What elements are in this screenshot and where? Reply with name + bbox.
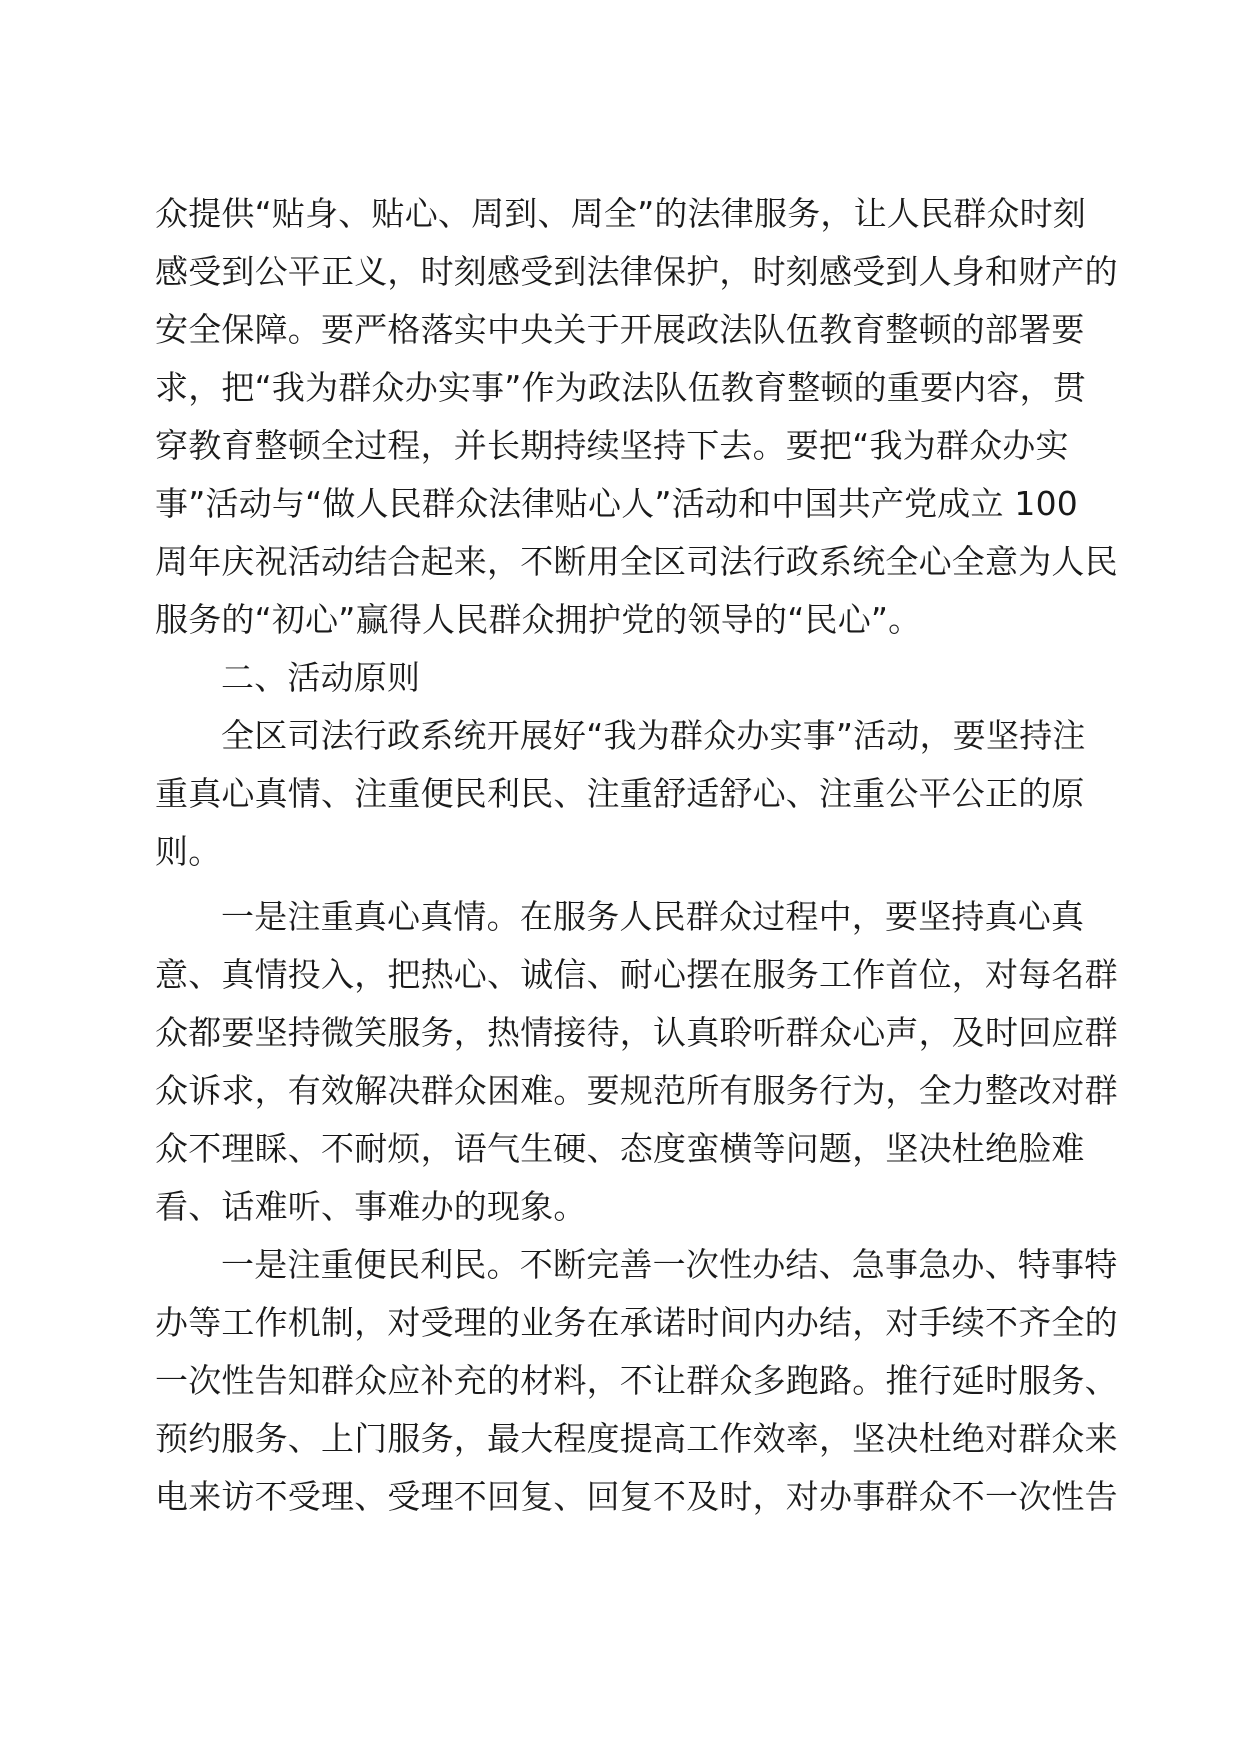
text-line: 周年庆祝活动结合起来，不断用全区司法行政系统全心全意为人民 — [155, 542, 1118, 581]
text-line: 一次性告知群众应补充的材料，不让群众多跑路。推行延时服务、 — [155, 1361, 1118, 1400]
text-line: 感受到公平正义，时刻感受到法律保护，时刻感受到人身和财产的 — [155, 252, 1118, 291]
text-line: 一是注重真心真情。在服务人民群众过程中，要坚持真心真 — [221, 897, 1085, 936]
text-line: 众都要坚持微笑服务，热情接待，认真聆听群众心声，及时回应群 — [155, 1013, 1118, 1052]
text-line: 求，把“我为群众办实事”作为政法队伍教育整顿的重要内容，贯 — [155, 368, 1086, 407]
text-line: 预约服务、上门服务，最大程度提高工作效率，坚决杜绝对群众来 — [155, 1419, 1118, 1458]
text-line: 事”活动与“做人民群众法律贴心人”活动和中国共产党成立 100 — [155, 484, 1078, 523]
text-line: 意、真情投入，把热心、诚信、耐心摆在服务工作首位，对每名群 — [155, 955, 1118, 994]
text-line: 穿教育整顿全过程，并长期持续坚持下去。要把“我为群众办实 — [155, 426, 1069, 465]
text-line: 全区司法行政系统开展好“我为群众办实事”活动，要坚持注 — [221, 716, 1086, 755]
text-line: 则。 — [155, 832, 222, 871]
text-line: 众诉求，有效解决群众困难。要规范所有服务行为，全力整改对群 — [155, 1071, 1118, 1110]
document-body — [155, 185, 1118, 1526]
text-line: 服务的“初心”赢得人民群众拥护党的领导的“民心”。 — [155, 600, 922, 639]
text-line: 众不理睬、不耐烦，语气生硬、态度蛮横等问题，坚决杜绝脸难 — [155, 1129, 1085, 1168]
text-line: 重真心真情、注重便民利民、注重舒适舒心、注重公平公正的原 — [155, 774, 1085, 813]
text-line: 一是注重便民利民。不断完善一次性办结、急事急办、特事特 — [221, 1245, 1118, 1284]
section-heading: 二、活动原则 — [221, 658, 421, 697]
text-line: 办等工作机制，对受理的业务在承诺时间内办结，对手续不齐全的 — [155, 1303, 1118, 1342]
text-line: 众提供“贴身、贴心、周到、周全”的法律服务，让人民群众时刻 — [155, 194, 1086, 233]
text-line: 看、话难听、事难办的现象。 — [155, 1187, 587, 1226]
text-line: 安全保障。要严格落实中央关于开展政法队伍教育整顿的部署要 — [155, 310, 1085, 349]
text-line: 电来访不受理、受理不回复、回复不及时，对办事群众不一次性告 — [155, 1477, 1118, 1516]
